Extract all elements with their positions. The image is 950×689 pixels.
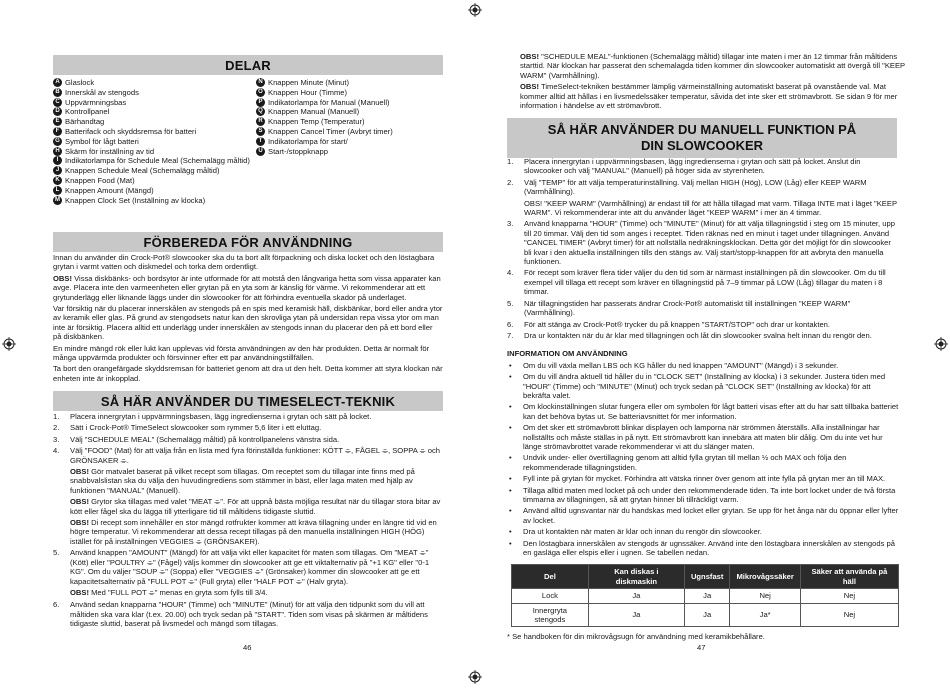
info-bullet-item [507,486,899,505]
part-label: Knappen Clock Set (Inställning av klocka) [65,195,206,205]
step-item [507,268,899,296]
table-header-cell: Säker att använda på häll [800,565,898,589]
part-item [256,88,446,98]
note-paragraph [520,82,910,110]
part-letter-badge: K [53,176,62,185]
bullet-dot-icon: • [509,402,512,412]
part-label: Batterifack och skyddsremsa för batteri [65,126,197,136]
note-label: OBS! [53,273,72,283]
manual-steps-a [507,157,899,197]
step-number: 5. [507,298,514,308]
info-bullet-item [507,361,899,370]
step-number: 7. [507,330,514,340]
step-text: Placera innergrytan i uppvärmningsbasen, lägg ingredienserna i grytan och sätt på locket. [70,412,372,421]
part-letter-badge: S [256,127,265,136]
part-letter-badge: R [256,117,265,126]
manual-note: OBS! "KEEP WARM" (Varmhållning) är endast till för att hålla tillagad mat varm. Tillaga INTE mat i läget "KEEP WARM". Vi rekommenderar inte att du använder läget "KEEP WARM" i mer än 4 timmar. [524,198,897,218]
step-text: Använd sedan knapparna "HOUR" (Timme) och "MINUTE" (Minut) för att välja den tidpunkt som du vill att måltiden ska vara klar (t.ex. 20.00) och tryck sedan på "START". Tiden som visas på skärmen är måltidens tidigaste sluttid, baserat på livsmedel och mängd som tillagas. [70,600,428,629]
parts-list-left [53,78,253,205]
part-letter-badge: B [53,88,62,97]
bullet-dot-icon: • [509,538,512,548]
bullet-dot-icon: • [509,423,512,433]
step-item [507,320,899,329]
info-bullets [507,361,899,558]
note-label: OBS! [520,82,539,92]
note-text: Gör matvalet baserat på vilket recept som tillagas. Om receptet som du tillagar inte finns med på snabbvalslistan ska du välja den huvudingrediens som stämmer in bäst, eller laga maten med hjälp av funktionen "MANUAL" (Manuell). [70,467,415,495]
part-letter-badge: T [256,137,265,146]
manual-title-line-1: SÅ HÄR ANVÄNDER DU MANUELL FUNKTION PÅ [547,122,857,137]
part-label: Glaslock [65,78,95,87]
part-label: Indikatorlampa för start/ [268,136,348,146]
part-item [53,156,253,166]
forbereda-note [53,274,443,302]
step-number: 2. [507,177,514,187]
step-number: 4. [507,268,514,278]
bullet-dot-icon: • [509,360,512,370]
info-bullet-text: Använd alltid ugnsvantar när du handskas med locket eller grytan. Se upp för het ånga när du öppnar eller lyfter av locket. [523,506,899,525]
bullet-dot-icon: • [509,485,512,495]
forbereda-body [53,253,443,383]
part-letter-badge: D [53,107,62,116]
step-text: För recept som kräver flera tider väljer du den tid som är närmast inställningen på din slowcooker. Om du till exempel vill tillaga ett recept som kräver en tillagningstid på 7–9 timmar på LOW (Låg) tillagar du maten i 8 timmar. [524,268,886,297]
timeselect-body [53,412,443,629]
step-item [53,446,443,465]
timeselect-steps [53,412,443,465]
info-bullet-item [507,527,899,536]
section-title-forbereda: FÖRBEREDA FÖR ANVÄNDNING [53,232,443,252]
table-footnote: * Se handboken för din mikrovågsugn för användning med keramikbehållare. [507,632,765,642]
info-title: INFORMATION OM ANVÄNDNING [507,349,628,359]
part-item [53,147,253,157]
table-cell: Nej [730,589,800,603]
table-header-cell: Mikrovågssäker [730,565,800,589]
part-item [53,176,253,186]
step-item [53,435,443,444]
manual-title-line-2: DIN SLOWCOOKER [640,138,764,153]
part-label: Knappen Cancel Timer (Avbryt timer) [268,126,393,136]
part-letter-badge: H [53,147,62,156]
table-cell: Ja [588,603,684,627]
table-cell: Nej [800,603,898,627]
part-letter-badge: O [256,88,265,97]
info-bullet-text: Om du vill växla mellan LBS och KG håller du ned knappen "AMOUNT" (Mängd) i 3 sekunder. [523,360,839,370]
section-title-timeselect: SÅ HÄR ANVÄNDER DU TIMESELECT-TEKNIK [53,391,443,411]
step-text: Välj "TEMP" för att välja temperaturinställning. Välj mellan HIGH (Hög), LOW (Låg) eller KEEP WARM (Varmhållning). [524,177,867,197]
info-bullet-item [507,402,899,421]
info-bullet-item [507,423,899,451]
info-bullet-text: Den löstagbara innerskålen av stengods är ugnssäker. Använd inte den löstagbara innerskålen av stengods på en gasläga eller elspis eller i ugnen. Se tabellen nedan. [523,538,895,558]
part-item [256,117,446,127]
page-number-left: 46 [243,643,252,652]
part-item [53,137,253,147]
bullet-dot-icon: • [509,372,512,382]
table-body [512,589,899,627]
section-title-manual [507,118,897,158]
part-letter-badge: U [256,147,265,156]
note-text: Med "FULL POT ⌯" menas en gryta som fylls till 3/4. [88,587,268,597]
part-letter-badge: F [53,127,62,136]
part-item [256,107,446,117]
part-item [53,78,253,88]
page-left [0,0,475,687]
part-label: Knappen Hour (Timme) [268,87,348,97]
step-item [507,299,899,318]
step-text: Använd knapparna "HOUR" (Timme) och "MINUTE" (Minut) för att välja tillagningstid i steg om 15 minuter, upp till 20 timmar. Välj den tid som anges i receptet. Tiden räknas ned en minut i taget under tillagningen. Använd "CANCEL TIMER" (Avbryt timer) för att nollställa nedräkningsklockan. Detta gör det möjligt för din slowcooker bli kvar i den aktuella inställningen tills den stängs av. Välj start/stopp-knappen för att avbryta den manuella funktionen. [524,219,895,267]
table-cell: Ja [588,589,684,603]
part-item [53,98,253,108]
info-bullet-item [507,506,899,525]
step-number: 2. [53,423,60,433]
step-number: 5. [53,548,60,558]
step-text: Dra ur kontakten när du är klar med tillagningen och låt din slowcooker svalna helt innan du rengör den. [524,330,872,340]
part-item [256,137,446,147]
note-text: "SCHEDULE MEAL"-funktionen (Schemalägg måltid) tillagar inte maten i mer än 12 timmar från måltidens starttid. När klockan har passerat den schemalagda tiden kommer din slowcooker automatiskt att övergå till "KEEP WARM" (Varmhållning). [520,52,905,80]
step-number: 3. [507,219,514,229]
step-number: 1. [507,157,514,166]
forbereda-paragraph: Var försiktig när du placerar innerskålen av stengods på en spis med keramisk häll, diskbänkar, bord eller andra ytor av keramik eller glas. På grund av stengodsets natur kan den skrovliga ytan på undersidan repa vissa ytor om man inte är försiktig. Placera alltid ett underlägg under innerskålen av stengods innan du placerar den på ett bord eller på diskbänken. [53,304,443,342]
info-bullet-item [507,539,899,558]
info-bullet-text: Tillaga alltid maten med locket på och under den rekommenderade tiden. Ta inte bort locket under de två första timmarna av tillagningen, så att grytan hinner bli tillräckligt varm. [523,485,896,504]
step-item [53,423,443,432]
part-label: Symbol för lågt batteri [65,136,139,146]
note-text: TimeSelect-tekniken bestämmer lämplig värmeinställning automatiskt baserat på ovanstående val. Mat kommer alltid att hållas i en livsmedelssäker temperatur, såvida det inte sker ett strömavbrott. Se sidan 9 för mer information i händelse av ett strömavbrott. [520,82,898,111]
info-bullet-text: Om du vill ändra aktuell tid håller du in "CLOCK SET" (Inställning av klocka) i 3 sekunder. Justera tiden med "HOUR" (Timme) och "MINUTE" (Minut) och tryck sedan på "CLOCK SET" (Inställning av klocka) för att bekräfta valet. [523,372,886,400]
bullet-dot-icon: • [509,453,512,463]
table-header-cell: Kan diskas i diskmaskin [588,565,684,589]
part-letter-badge: Q [256,107,265,116]
note-paragraph [53,497,443,516]
forbereda-paragraph: En mindre mängd rök eller lukt kan upplevas vid första användningen av den här produkten. Detta är normalt för många uppvärmda produkter och försvinner efter ett par användningstillfällen. [53,343,430,363]
part-label: Knappen Food (Mat) [65,175,135,185]
part-label: Indikatorlampa för Manual (Manuell) [268,97,390,107]
part-letter-badge: E [53,117,62,126]
step-number: 6. [53,600,60,610]
bullet-dot-icon: • [509,527,512,537]
section-title-delar: DELAR [53,55,443,75]
info-bullet-text: Om klockinställningen slutar fungera eller om symbolen för lågt batteri visas efter att du har satt tillbaka batteriet kan det behöva bytas ut. Se batteriavsnittet för mer information. [523,402,899,421]
part-item [256,98,446,108]
part-letter-badge: L [53,186,62,195]
table-header-cell: Ugnsfast [684,565,730,589]
step-text: Välj "FOOD" (Mat) för att välja från en lista med fyra förinställda funktioner: KÖTT ⌯, FÅGEL ⌯, SOPPA ⌯ och GRÖNSAKER ⌯. [70,446,440,465]
note-label: OBS! [70,518,89,528]
info-bullet-text: Dra ut kontakten när maten är klar och innan du rengör din slowcooker. [523,527,762,537]
note-text: Grytor ska tillagas med valet "MEAT ⌯". För att uppnå bästa möjliga resultat när du tillagar stora bitar av kött eller fågel ska du lägga till ytterligare tid till måltidens tidigaste sluttid. [70,497,441,516]
part-letter-badge: N [256,78,265,87]
part-label: Skärm för inställning av tid [65,146,155,156]
table-cell: Nej [800,589,898,603]
part-letter-badge: J [53,166,62,175]
part-letter-badge: G [53,137,62,146]
step-item [507,219,899,266]
manual-steps-b [507,219,899,340]
forbereda-paragraph: Innan du använder din Crock-Pot® slowcooker ska du ta bort allt förpackning och diska locket och den löstagbara grytan i varmt vatten och diskmedel och torka dem ordentligt. [53,253,435,272]
part-item [53,127,253,137]
page-number-right: 47 [697,643,706,652]
note-text: Vissa diskbänks- och bordsytor är inte utformade för att motstå den långvariga hetta som vissa apparater kan avge. Placera inte den varmeenheten eller grytan på en yta som är känslig för värme. Vi rekommenderar att ett grytunderlägg eller liknande läggs under din slowcooker för att förhindra eventuella skador på underlaget. [53,273,441,302]
step-item [53,548,443,586]
care-table [511,564,899,627]
part-letter-badge: P [256,98,265,107]
note-paragraph [53,467,443,495]
info-bullet-item [507,372,899,400]
step-text: För att stänga av Crock-Pot® trycker du på knappen "START/STOP" och drar ur kontakten. [524,319,831,329]
note-text: Di recept som innehåller en stor mängd rotfrukter kommer att kräva tillagning under en längre tid vid en högre temperatur. Vi rekommenderar att dessa recept tillagas på den manuella inställningen HIGH (HÖG) istället för på inställningen VEGGIES ⌯ (GRÖNSAKER). [70,518,437,546]
part-label: Kontrollpanel [65,107,110,117]
step-text: Använd knappen "AMOUNT" (Mängd) för att välja vikt eller kapacitet för maten som tillagas. Om "MEAT ⌯" (Kött) eller "POULTRY ⌯" (Fågel) väljs kommer din slowcooker att ge ett viktalternativ på "+1 KG" eller "0-1 KG". Om du väljer "SOUP ⌯" (Soppa) eller "VEGGIES ⌯" (Grönsaker) kommer din slowcooker att ge ett kapacitetsalternativ på "FULL POT ⌯" (Full gryta) eller "HALF POT ⌯" (Halv gryta). [70,548,430,586]
part-label: Innerskål av stengods [65,87,139,97]
info-bullet-text: Fyll inte på grytan för mycket. Förhindra att vätska rinner över genom att inte fylla på grytan mer än till MAX. [523,474,886,484]
info-bullet-item [507,453,899,472]
part-label: Bärhandtag [65,117,105,127]
bullet-dot-icon: • [509,506,512,516]
part-item [53,196,253,206]
part-item [53,107,253,117]
part-label: Knappen Minute (Minut) [268,78,350,87]
table-row [512,603,899,627]
top-notes [520,52,910,110]
note-label: OBS! [70,587,89,597]
step-item [53,600,443,628]
page-right [475,0,950,687]
part-label: Uppvärmningsbas [65,97,127,107]
note-label: OBS! [70,467,89,477]
info-bullet-item [507,474,899,483]
part-item [53,117,253,127]
table-cell: Ja [684,603,730,627]
part-item [256,147,446,157]
table-cell: Ja [684,589,730,603]
part-item [53,186,253,196]
step-text: Välj "SCHEDULE MEAL" (Schemalägg måltid) på kontrollpanelens vänstra sida. [70,434,340,444]
part-label: Knappen Temp (Temperatur) [268,117,365,127]
part-label: Start-/stoppknapp [268,146,328,156]
step-item [507,331,899,340]
table-cell: Ja* [730,603,800,627]
step-number: 6. [507,319,514,329]
part-label: Knappen Schedule Meal (Schemalägg måltid) [65,166,220,176]
table-cell: Innergryta stengods [512,603,589,627]
step-text: När tillagningstiden har passerats ändrar Crock-Pot® automatiskt till inställningen "KEEP WARM" (Varmhållning). [524,298,851,318]
part-letter-badge: C [53,98,62,107]
part-label: Knappen Manual (Manuell) [268,107,360,117]
note-paragraph [520,52,910,80]
parts-list-right [256,78,446,156]
part-item [53,166,253,176]
step-item [507,178,899,197]
part-letter-badge: I [53,156,62,165]
part-label: Indikatorlampa för Schedule Meal (Schemalägg måltid) [65,156,250,166]
step-number: 1. [53,412,60,421]
bullet-dot-icon: • [509,474,512,484]
manual-body [507,157,899,642]
info-bullet-text: Om det sker ett strömavbrott blinkar displayen och lamporna när strömmen återställs. Alla inställningar har nollställts och måste ställas in på nytt. Ett strömavbrott kan innebära att maten blir dålig. Om du inte vet hur länge strömavbrottet varade rekommenderar vi att du slänger maten. [523,423,883,451]
part-label: Knappen Amount (Mängd) [65,185,154,195]
note-label: OBS! [520,52,539,61]
step-item [507,157,899,176]
step-number: 3. [53,434,60,444]
table-header-row [512,565,899,589]
step4-notes [53,467,443,546]
step-text: Placera innergrytan i uppvärmningsbasen, lägg ingredienserna i grytan och sätt på locket. Anslut din slowcooker och välj "MANUAL" (Manuell) på höger sida av styrenheten. [524,157,861,176]
part-letter-badge: A [53,78,62,87]
part-item [256,78,446,88]
note-label: OBS! [70,497,89,507]
info-bullet-text: Undvik under- eller övertillagning genom att alltid fylla grytan till mellan ½ och MAX och följa den rekommenderade tillagningstiden. [523,453,847,472]
part-item [256,127,446,137]
step5-note [53,588,443,597]
part-letter-badge: M [55,196,60,203]
table-header-cell: Del [512,565,589,589]
step-item [53,412,443,421]
step-number: 4. [53,446,60,456]
forbereda-paragraph: Ta bort den orangefärgade skyddsremsan för batteriet genom att dra ut den helt. Detta kommer att styra klockan när enheten inte är inkopplad. [53,364,443,383]
part-item [53,88,253,98]
table-row [512,589,899,603]
table-cell: Lock [512,589,589,603]
note-paragraph [53,518,443,546]
step-text: Sätt i Crock-Pot® TimeSelect slowcooker som rymmer 5,6 liter i ett eluttag. [70,423,322,433]
